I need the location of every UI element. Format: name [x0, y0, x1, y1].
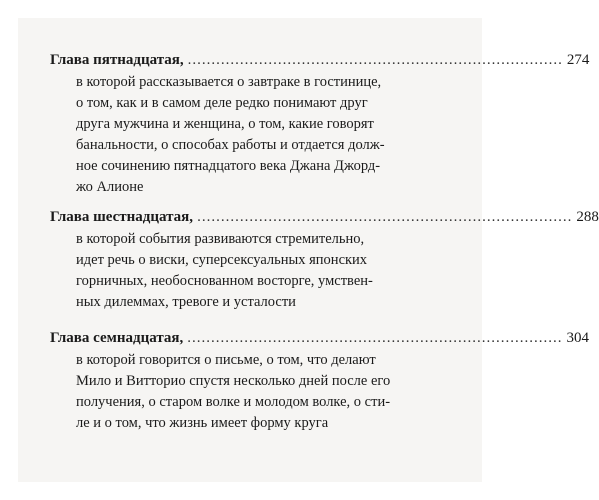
summary-line: в которой рассказывается о завтраке в гостинице, [76, 74, 382, 90]
summary-line: ных дилеммах, тревоге и усталости [76, 294, 296, 310]
book-page [18, 18, 599, 482]
summary-line: горничных, необоснованном восторге, умствен- [76, 273, 373, 289]
summary-line: ное сочинению пятнадцатого века Джана Джорд- [76, 158, 381, 174]
summary-line: Мило и Витторио спустя несколько дней после его [76, 373, 391, 389]
chapter-title: Глава шестнадцатая, [50, 209, 194, 225]
chapter-summary [76, 229, 452, 313]
summary-line: идет речь о виски, суперсексуальных японских [76, 252, 368, 268]
page-number: 304 [566, 330, 589, 346]
toc-entry-chapter-15 [50, 51, 590, 198]
chapter-title: Глава семнадцатая, [50, 330, 184, 346]
page-number: 288 [576, 209, 599, 225]
summary-line: в которой события развиваются стремительно, [76, 231, 365, 247]
dot-leader: ............................................................................... [187, 330, 563, 346]
summary-line: о том, как и в самом деле редко понимают друг [76, 95, 368, 111]
toc-heading-line [50, 208, 599, 227]
dot-leader: ............................................................................... [197, 209, 573, 225]
dot-leader: ............................................................................... [187, 52, 563, 68]
chapter-summary [76, 350, 452, 434]
page-number: 274 [566, 52, 590, 68]
summary-line: жо Алионе [76, 179, 144, 195]
chapter-title: Глава пятнадцатая, [50, 52, 184, 68]
toc-heading-line [50, 51, 590, 70]
toc-heading-line [50, 329, 589, 348]
toc-entry-chapter-17 [50, 329, 589, 434]
summary-line: ле и о том, что жизнь имеет форму круга [76, 415, 329, 431]
summary-line: получения, о старом волке и молодом волке, о сти- [76, 394, 391, 410]
chapter-summary [76, 72, 452, 198]
summary-line: в которой говорится о письме, о том, что делают [76, 352, 376, 368]
summary-line: друга мужчина и женщина, о том, какие говорят [76, 116, 374, 132]
toc-entry-chapter-16 [50, 208, 599, 313]
summary-line: банальности, о способах работы и отдается долж- [76, 137, 385, 153]
